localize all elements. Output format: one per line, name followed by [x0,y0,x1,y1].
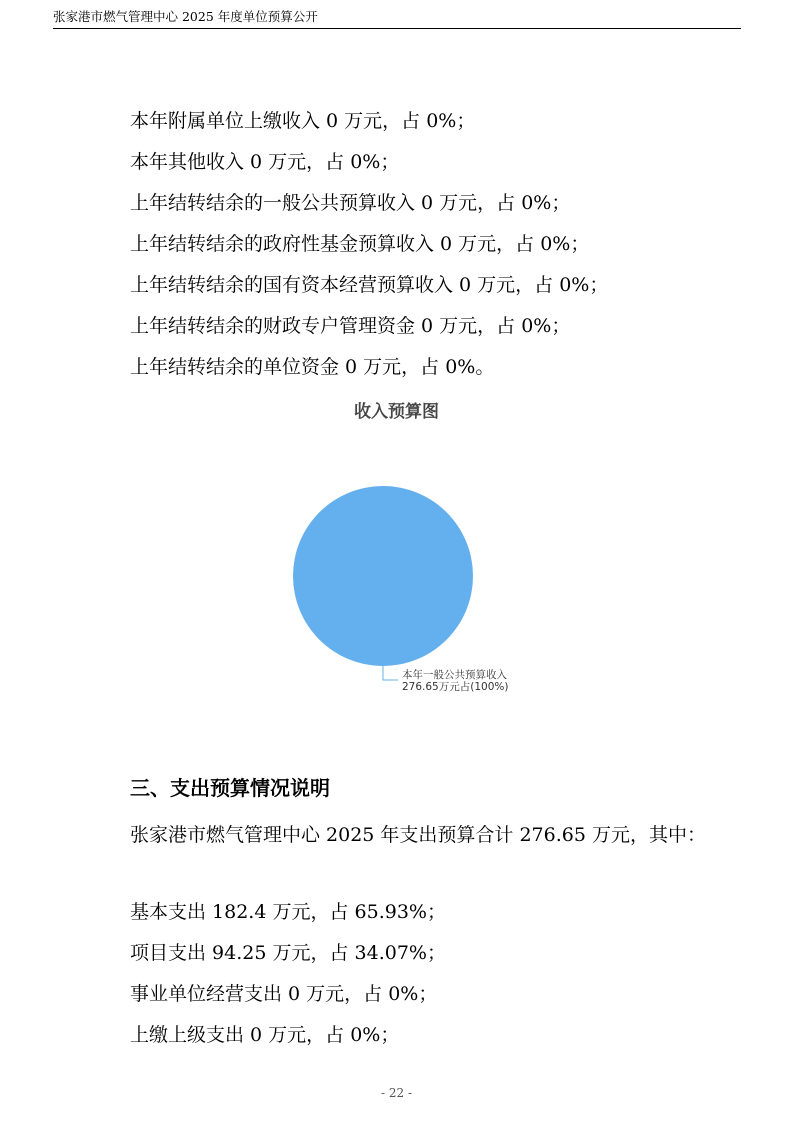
income-line: 上年结转结余的一般公共预算收入 0 万元，占 0%； [130,192,571,214]
expense-line: 项目支出 94.25 万元，占 34.07%； [130,942,446,964]
income-line: 本年其他收入 0 万元，占 0%； [130,151,400,173]
income-line: 上年结转结余的单位资金 0 万元，占 0%。 [130,356,495,378]
pie-chart [0,420,793,720]
expense-line: 事业单位经营支出 0 万元，占 0%； [130,983,438,1005]
income-line: 上年结转结余的政府性基金预算收入 0 万元，占 0%； [130,233,590,255]
expense-line: 基本支出 182.4 万元，占 65.93%； [130,901,446,923]
pie-slice-value-label: 276.65万元占(100%) [402,681,509,693]
pie-slice-label: 本年一般公共预算收入 [402,669,507,681]
page-number: - 22 - [380,1086,412,1100]
expense-line: 上缴上级支出 0 万元，占 0%； [130,1024,400,1046]
income-line: 本年附属单位上缴收入 0 万元，占 0%； [130,110,476,132]
income-line: 上年结转结余的国有资本经营预算收入 0 万元，占 0%； [130,274,609,296]
income-line: 上年结转结余的财政专户管理资金 0 万元，占 0%； [130,315,571,337]
page-header: 张家港市燃气管理中心 2025 年度单位预算公开 [53,8,741,29]
section-heading: 三、支出预算情况说明 [130,776,330,800]
pie-leader-line [383,666,398,680]
expense-intro: 张家港市燃气管理中心 2025 年支出预算合计 276.65 万元，其中： [130,824,706,846]
pie-slice [293,486,473,666]
chart-title: 收入预算图 [354,402,439,422]
